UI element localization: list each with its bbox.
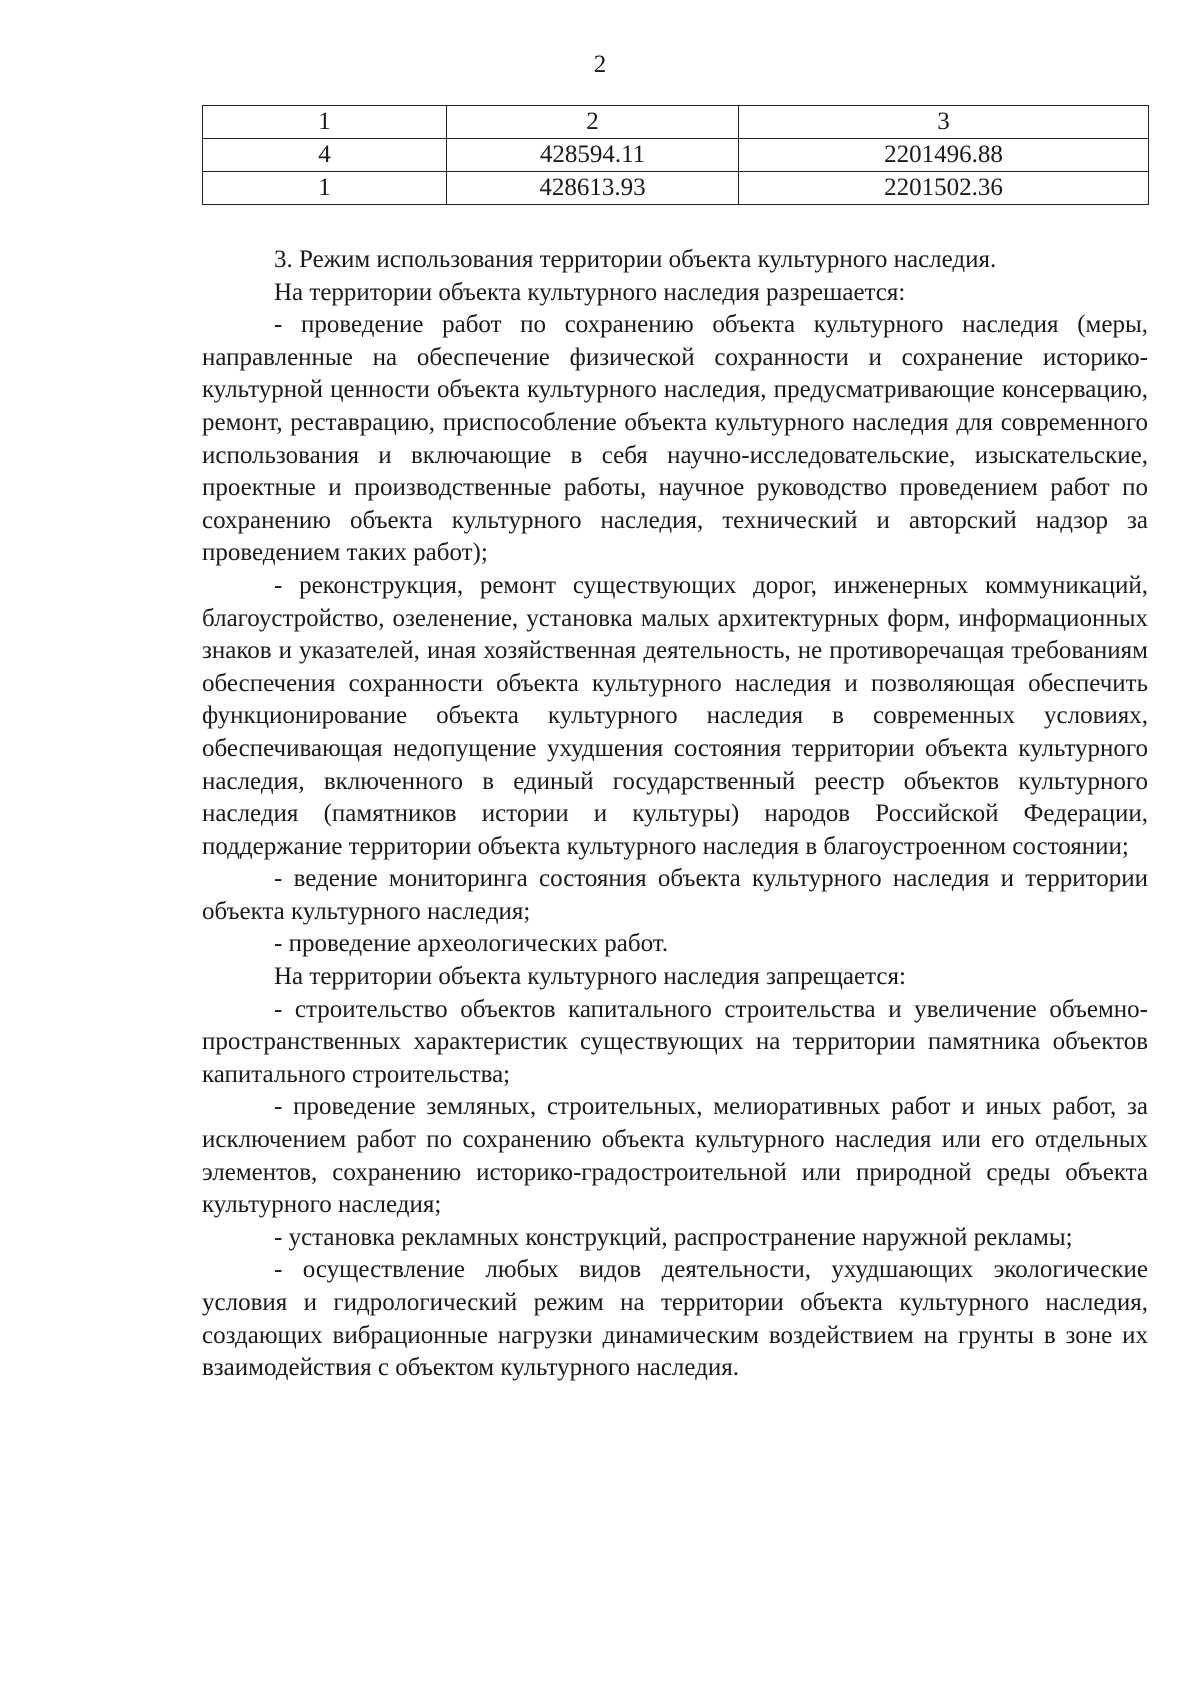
- list-item: - проведение археологических работ.: [274, 930, 669, 958]
- table-cell: 428594.11: [447, 139, 739, 172]
- table-row: [203, 139, 1149, 172]
- page-number: 2: [593, 51, 607, 78]
- list-item: - осуществление любых видов деятельности, ухудшающих экологические условия и гидрологический режим на территории объекта культурного наследия, создающих вибрационные нагрузки динамическим воздействием на грунты в зоне их взаимодействия с объектом культурного наследия.: [202, 1256, 1148, 1382]
- list-item: - ведение мониторинга состояния объекта культурного наследия и территории объекта культурного наследия;: [202, 865, 1148, 925]
- table-cell: 428613.93: [447, 172, 739, 205]
- list-item: - проведение работ по сохранению объекта культурного наследия (меры, направленные на обеспечение физической сохранности и сохранение историко-культурной ценности объекта культурного наследия, предусматривающие консервацию, ремонт, реставрацию, приспособление объекта культурного наследия для современного использования и включающие в себя научно-исследовательские, изыскательские, проектные и производственные работы, научное руководство проведением работ по сохранению объекта культурного наследия, технический и авторский надзор за проведением таких работ);: [202, 311, 1148, 567]
- list-item: - реконструкция, ремонт существующих дорог, инженерных коммуникаций, благоустройство, озеленение, установка малых архитектурных форм, информационных знаков и указателей, иная хозяйственная деятельность, не противоречащая требованиям обеспечения сохранности объекта культурного наследия и позволяющая обеспечить функционирование объекта культурного наследия в современных условиях, обеспечивающая недопущение ухудшения состояния территории объекта культурного наследия, включенного в единый государственный реестр объектов культурного наследия (памятников истории и культуры) народов Российской Федерации, поддержание территории объекта культурного наследия в благоустроенном состоянии;: [202, 571, 1148, 860]
- table-cell: 1: [203, 172, 447, 205]
- section-heading: 3. Режим использования территории объекта культурного наследия.: [274, 246, 997, 273]
- table-cell: 2201496.88: [739, 139, 1149, 172]
- document-body: [202, 244, 1148, 1385]
- table-cell: 3: [739, 106, 1149, 139]
- table-cell: 1: [203, 106, 447, 139]
- table-cell: 2: [447, 106, 739, 139]
- coordinates-table: [202, 105, 1149, 205]
- table-row: [203, 172, 1149, 205]
- table-header-row: [203, 106, 1149, 139]
- list-item: - строительство объектов капитального строительства и увеличение объемно-пространственных характеристик существующих на территории памятника объектов капитального строительства;: [202, 995, 1148, 1088]
- paragraph: На территории объекта культурного наследия разрешается:: [274, 278, 906, 306]
- paragraph: На территории объекта культурного наследия запрещается:: [274, 963, 906, 991]
- table-cell: 4: [203, 139, 447, 172]
- list-item: - установка рекламных конструкций, распространение наружной рекламы;: [274, 1223, 1073, 1251]
- table-cell: 2201502.36: [739, 172, 1149, 205]
- list-item: - проведение земляных, строительных, мелиоративных работ и иных работ, за исключением работ по сохранению объекта культурного наследия или его отдельных элементов, сохранению историко-градостроительной или природной среды объекта культурного наследия;: [202, 1093, 1148, 1219]
